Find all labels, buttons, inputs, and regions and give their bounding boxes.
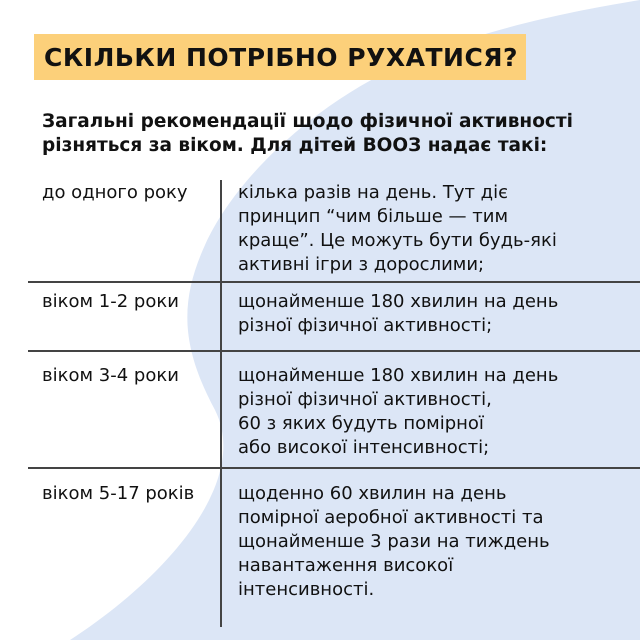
intro-line-2: різняться за віком. Для дітей ВООЗ надає такі: xyxy=(42,135,548,156)
recommendation-text xyxy=(238,482,633,602)
row-divider xyxy=(28,281,640,283)
column-divider xyxy=(220,180,222,627)
age-group-label: до одного року xyxy=(42,182,188,203)
recommendation-line: або високої інтенсивності; xyxy=(238,437,490,458)
recommendation-line: кілька разів на день. Тут діє xyxy=(238,182,509,203)
age-group-label: віком 1-2 роки xyxy=(42,291,179,312)
recommendations-table xyxy=(28,170,640,632)
row-divider xyxy=(28,467,640,469)
recommendation-text xyxy=(238,181,633,277)
recommendation-line: помірної аеробної активності та xyxy=(238,507,544,528)
age-group-label: віком 5-17 років xyxy=(42,483,195,504)
intro-line-1: Загальні рекомендації щодо фізичної активності xyxy=(42,111,573,132)
row-divider xyxy=(28,350,640,352)
page-title: СКІЛЬКИ ПОТРІБНО РУХАТИСЯ? xyxy=(44,42,519,72)
recommendation-line: 60 з яких будуть помірної xyxy=(238,413,484,434)
recommendation-text xyxy=(238,290,633,338)
intro-text xyxy=(42,110,612,158)
recommendation-line: навантаження високої xyxy=(238,555,454,576)
recommendation-text xyxy=(238,364,633,460)
recommendation-line: різної фізичної активності, xyxy=(238,389,492,410)
recommendation-line: інтенсивності. xyxy=(238,579,375,600)
age-group-label: віком 3-4 роки xyxy=(42,365,179,386)
recommendation-line: принцип “чим більше — тим xyxy=(238,206,509,227)
recommendation-line: різної фізичної активності; xyxy=(238,315,493,336)
recommendation-line: щонайменше 180 хвилин на день xyxy=(238,291,559,312)
recommendation-line: щонайменше 180 хвилин на день xyxy=(238,365,559,386)
recommendation-line: активні ігри з дорослими; xyxy=(238,254,485,275)
recommendation-line: щонайменше 3 рази на тиждень xyxy=(238,531,550,552)
recommendation-line: краще”. Це можуть бути будь-які xyxy=(238,230,557,251)
recommendation-line: щоденно 60 хвилин на день xyxy=(238,483,507,504)
title-highlight xyxy=(34,34,526,80)
